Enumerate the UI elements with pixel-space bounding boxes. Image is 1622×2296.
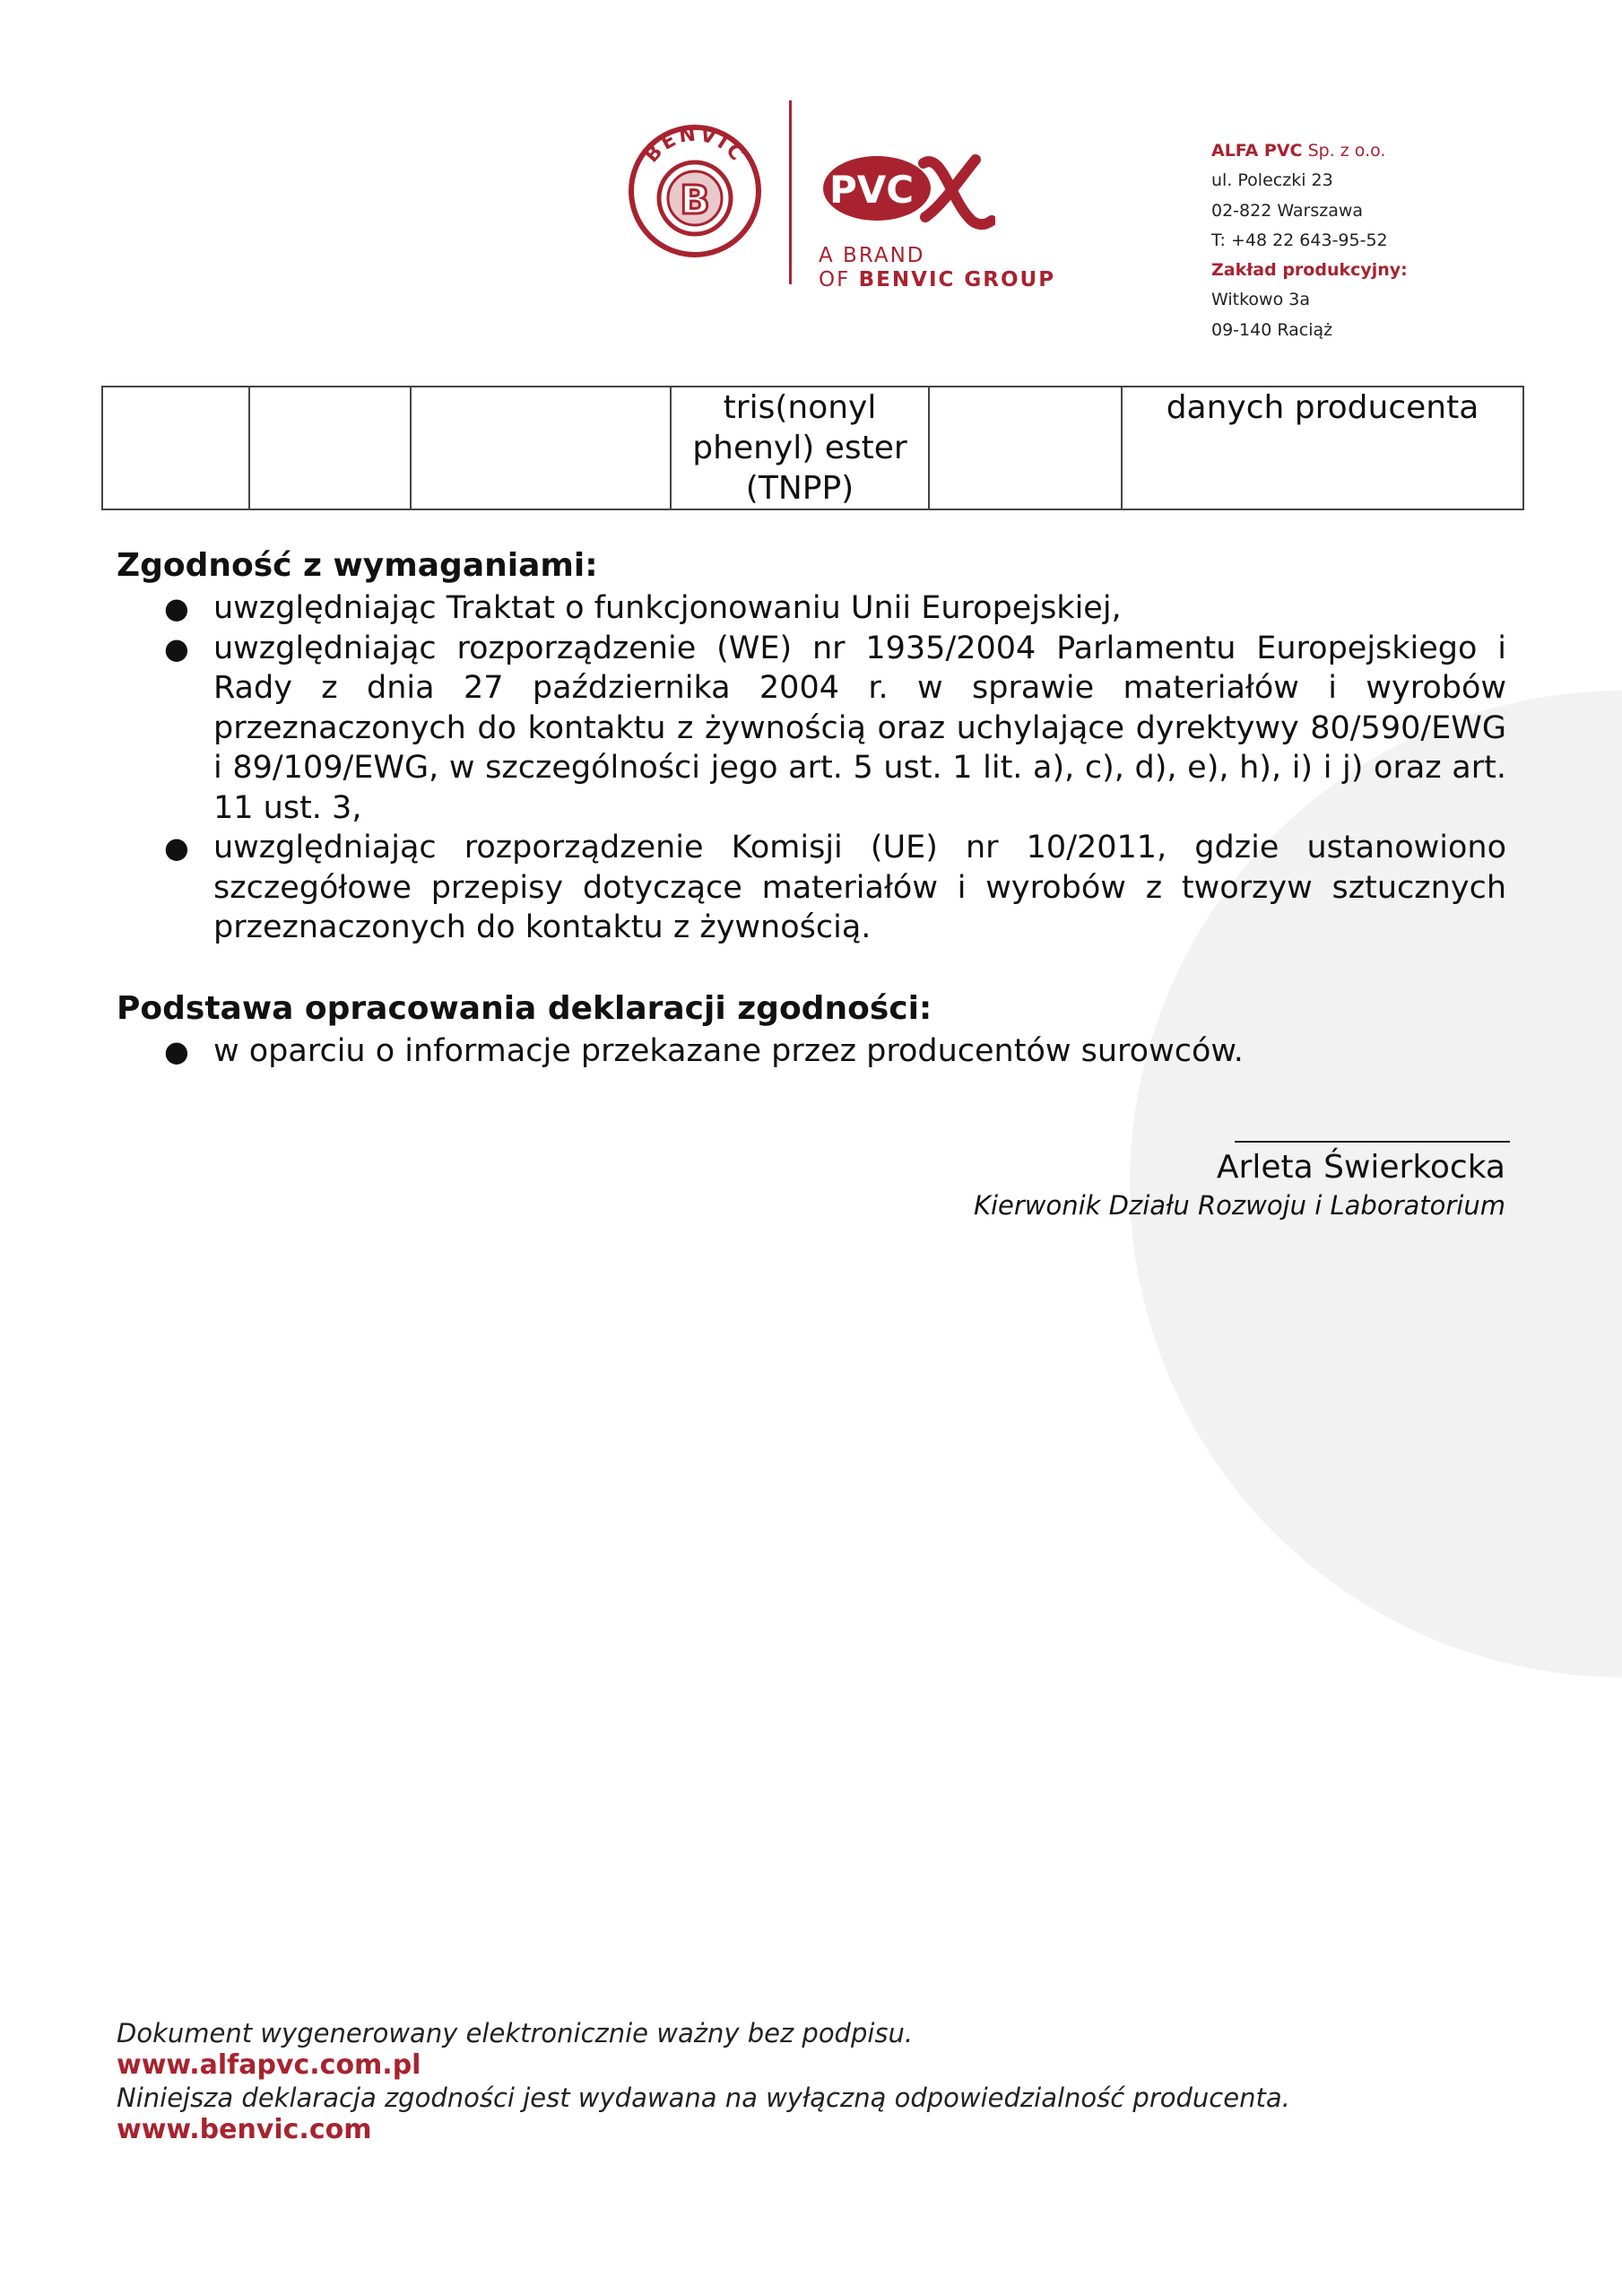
brand-tagline-prefix: OF: [819, 268, 851, 291]
compliance-list: [164, 588, 1506, 948]
footer-note-electronic: Dokument wygenerowany elektronicznie ważny bez podpisu.: [117, 2018, 914, 2048]
table-cell: [102, 387, 249, 509]
list-item-text: uwzględniając rozporządzenie (WE) nr 1935/2004 Parlamentu Europejskiego i Rady z dnia 27 października 2004 r. w sprawie materiałów i wyrobów przeznaczonych do kontaktu z żywnością oraz uchylające dyrektywy 80/590/EWG i 89/109/EWG, w szczególności jego art. 5 ust. 1 lit. a), c), d), e), h), i) i j) oraz art. 11 ust. 3,: [213, 630, 1506, 826]
benvic-logo: [628, 124, 762, 258]
plant-label: Zakład produkcyjny:: [1211, 260, 1408, 281]
compliance-title: Zgodność z wymaganiami:: [117, 547, 598, 584]
brand-tagline-line1: A BRAND: [819, 244, 925, 267]
list-item-text: uwzględniając rozporządzenie Komisji (UE) nr 10/2011, gdzie ustanowiono szczegółowe przepisy dotyczące materiałów i wyrobów z tworzyw sztucznych przeznaczonych do kontaktu z żywnością.: [213, 830, 1506, 945]
table-cell: [411, 387, 671, 509]
list-item: [164, 828, 1506, 948]
company-name: ALFA PVC: [1211, 141, 1303, 161]
plant-city: 09-140 Raciąż: [1211, 319, 1333, 340]
table-cell-source: danych producenta: [1122, 387, 1523, 509]
list-item: [164, 629, 1506, 829]
footer-note-responsibility: Niniejsza deklaracja zgodności jest wydawana na wyłączną odpowiedzialność producenta.: [117, 2083, 1290, 2113]
basis-title: Podstawa opracowania deklaracji zgodności:: [117, 990, 932, 1027]
list-item-text: w oparciu o informacje przekazane przez producentów surowców.: [213, 1033, 1244, 1069]
company-city: 02-822 Warszawa: [1211, 200, 1364, 221]
company-suffix: Sp. z o.o.: [1307, 141, 1386, 161]
company-street: ul. Poleczki 23: [1211, 170, 1333, 191]
company-name-line: [1211, 136, 1408, 166]
footer-link-benvic[interactable]: www.benvic.com: [117, 2114, 372, 2145]
table-row: [102, 387, 1523, 509]
bullet-icon: ●: [164, 591, 189, 625]
table-cell-substance: tris(nonyl phenyl) ester (TNPP): [671, 387, 929, 509]
list-item-text: uwzględniając Traktat o funkcjonowaniu Unii Europejskiej,: [213, 590, 1122, 626]
table-cell: [249, 387, 411, 509]
list-item: [164, 588, 1506, 629]
company-address-block: [1211, 136, 1408, 345]
pvc-alpha-logo: [816, 144, 995, 242]
bullet-icon: ●: [164, 831, 189, 865]
basis-list: [164, 1031, 1506, 1072]
signatory-name: Arleta Świerkocka: [1216, 1149, 1505, 1186]
brand-tagline-line2: [819, 268, 1055, 291]
brand-tagline-group: BENVIC GROUP: [858, 268, 1056, 291]
footer-link-alfapvc[interactable]: www.alfapvc.com.pl: [117, 2049, 421, 2081]
bullet-icon: ●: [164, 1034, 189, 1068]
plant-street: Witkowo 3a: [1211, 290, 1310, 310]
list-item: [164, 1031, 1506, 1072]
pvc-logo-text: PVC: [828, 168, 915, 212]
benvic-logo-letter: B: [680, 178, 710, 223]
substance-table: [101, 386, 1524, 510]
bullet-icon: ●: [164, 631, 189, 665]
table-cell: [929, 387, 1122, 509]
logo-divider: [789, 100, 792, 284]
benvic-logo-text: BENVIC: [640, 124, 750, 168]
company-phone: T: +48 22 643-95-52: [1211, 230, 1388, 250]
signatory-role: Kierwonik Działu Rozwoju i Laboratorium: [973, 1190, 1505, 1221]
signature-line: [1235, 1141, 1510, 1143]
